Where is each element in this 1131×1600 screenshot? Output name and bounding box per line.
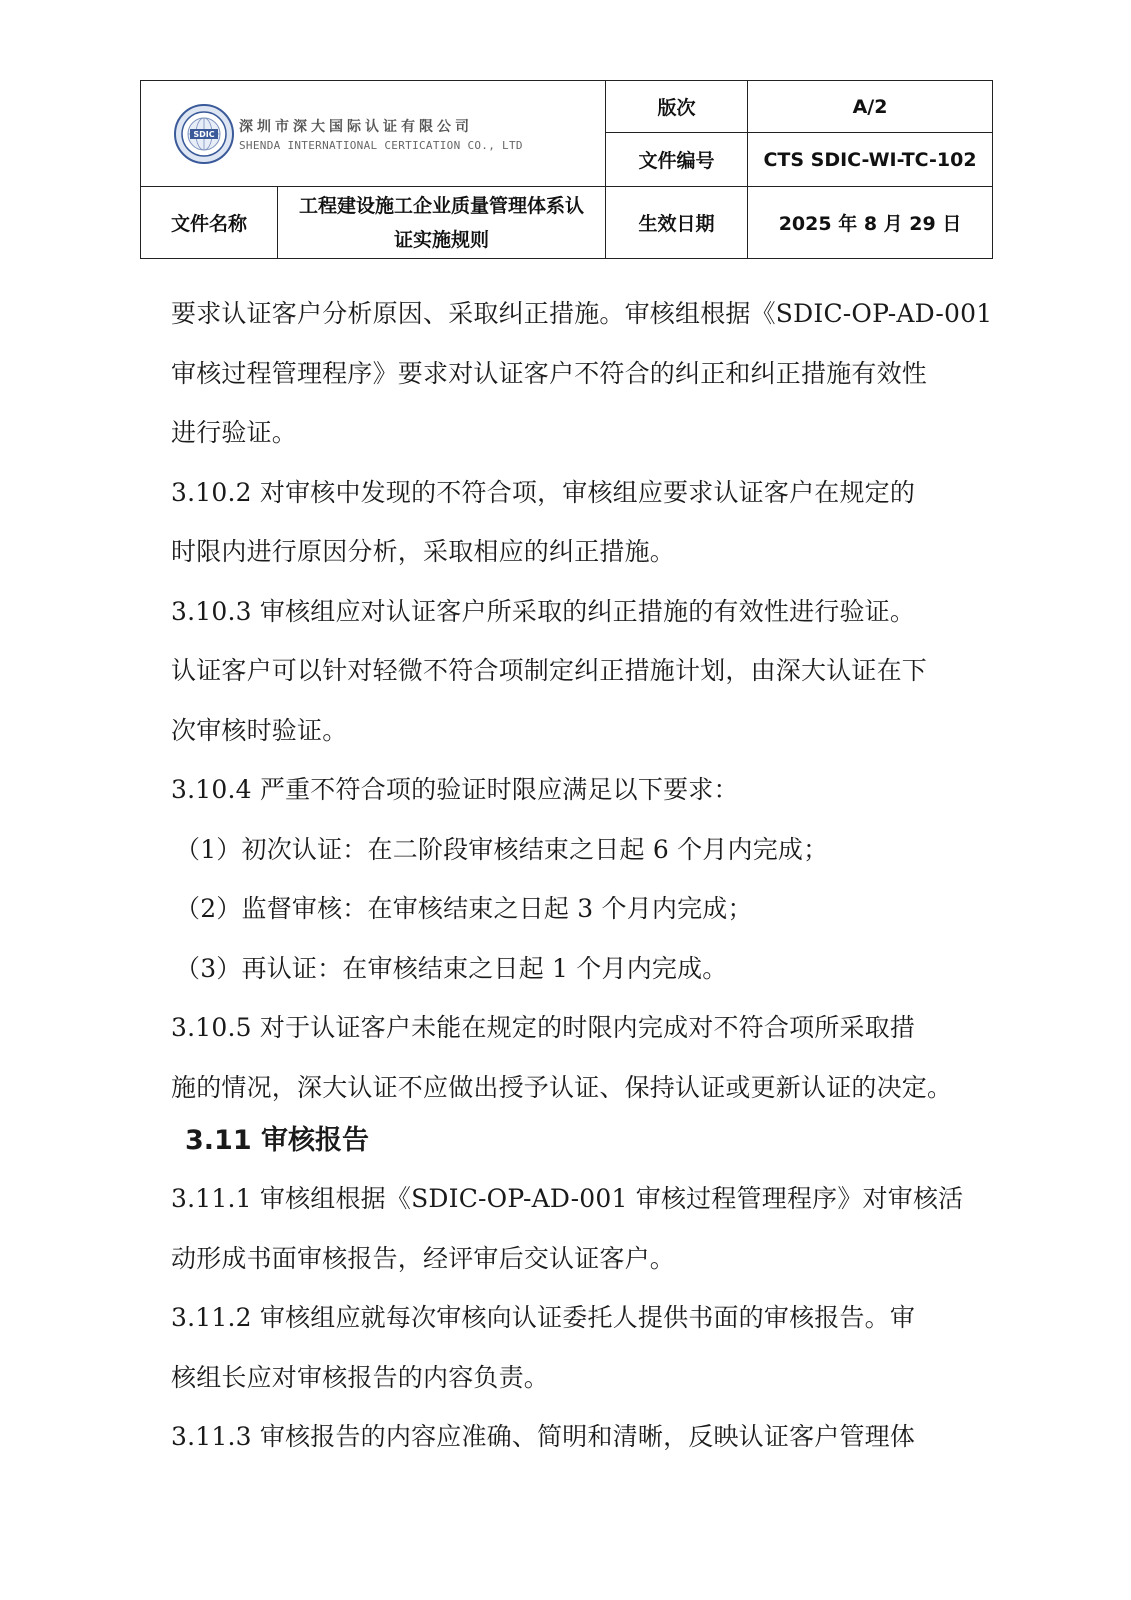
list-item-initial-certification: （1）初次认证：在二阶段审核结束之日起 6 个月内完成； (175, 834, 829, 864)
sdic-seal-icon (173, 103, 235, 165)
doc-number-value: CTS SDIC-WI-TC-102 (748, 133, 993, 187)
body-line: 施的情况，深大认证不应做出授予认证、保持认证或更新认证的决定。 (171, 1072, 953, 1102)
body-line: 动形成书面审核报告，经评审后交认证客户。 (171, 1243, 676, 1273)
clause-3-11-2: 3.11.2 审核组应就每次审核向认证委托人提供书面的审核报告。审 (171, 1303, 916, 1332)
doc-number-label: 文件编号 (606, 133, 748, 187)
company-name-en: SHENDA INTERNATIONAL CERTICATION CO., LTD (239, 138, 523, 152)
version-value: A/2 (748, 81, 993, 133)
version-label: 版次 (606, 81, 748, 133)
clause-3-11-1: 3.11.1 审核组根据《SDIC-OP-AD-001 审核过程管理程序》对审核活 (171, 1184, 964, 1213)
list-item-surveillance-audit: （2）监督审核：在审核结束之日起 3 个月内完成； (175, 894, 753, 923)
clause-3-10-4: 3.10.4 严重不符合项的验证时限应满足以下要求： (171, 775, 739, 804)
seal-text: SDIC (193, 129, 215, 139)
clause-3-10-2: 3.10.2 对审核中发现的不符合项，审核组应要求认证客户在规定的 (171, 477, 916, 507)
doc-name-line-1: 工程建设施工企业质量管理体系认 (299, 194, 585, 217)
list-item-recertification: （3）再认证：在审核结束之日起 1 个月内完成。 (175, 953, 728, 983)
doc-name-label: 文件名称 (141, 187, 278, 259)
clause-3-10-3: 3.10.3 审核组应对认证客户所采取的纠正措施的有效性进行验证。 (171, 596, 916, 626)
company-name-cn: 深圳市深大国际认证有限公司 (239, 118, 473, 135)
body-line: 要求认证客户分析原因、采取纠正措施。审核组根据《SDIC-OP-AD-001 (171, 299, 993, 328)
document-body (171, 284, 993, 1467)
doc-name-value (278, 187, 606, 259)
section-heading-audit-report: 3.11 审核报告 (185, 1125, 370, 1156)
doc-name-line-2: 证实施规则 (394, 228, 490, 251)
body-line: 核组长应对审核报告的内容负责。 (171, 1362, 550, 1392)
clause-3-11-3: 3.11.3 审核报告的内容应准确、简明和清晰，反映认证客户管理体 (171, 1422, 916, 1451)
body-line: 认证客户可以针对轻微不符合项制定纠正措施计划，由深大认证在下 (171, 656, 928, 685)
body-line: 进行验证。 (171, 418, 298, 447)
effective-date-label: 生效日期 (606, 187, 748, 259)
body-line: 次审核时验证。 (171, 715, 348, 745)
body-line: 时限内进行原因分析，采取相应的纠正措施。 (171, 537, 676, 566)
document-header-table (140, 80, 993, 259)
body-line: 审核过程管理程序》要求对认证客户不符合的纠正和纠正措施有效性 (171, 358, 928, 388)
clause-3-10-5: 3.10.5 对于认证客户未能在规定的时限内完成对不符合项所采取措 (171, 1013, 916, 1042)
company-logo-cell (141, 81, 606, 187)
effective-date-value: 2025 年 8 月 29 日 (748, 187, 993, 259)
